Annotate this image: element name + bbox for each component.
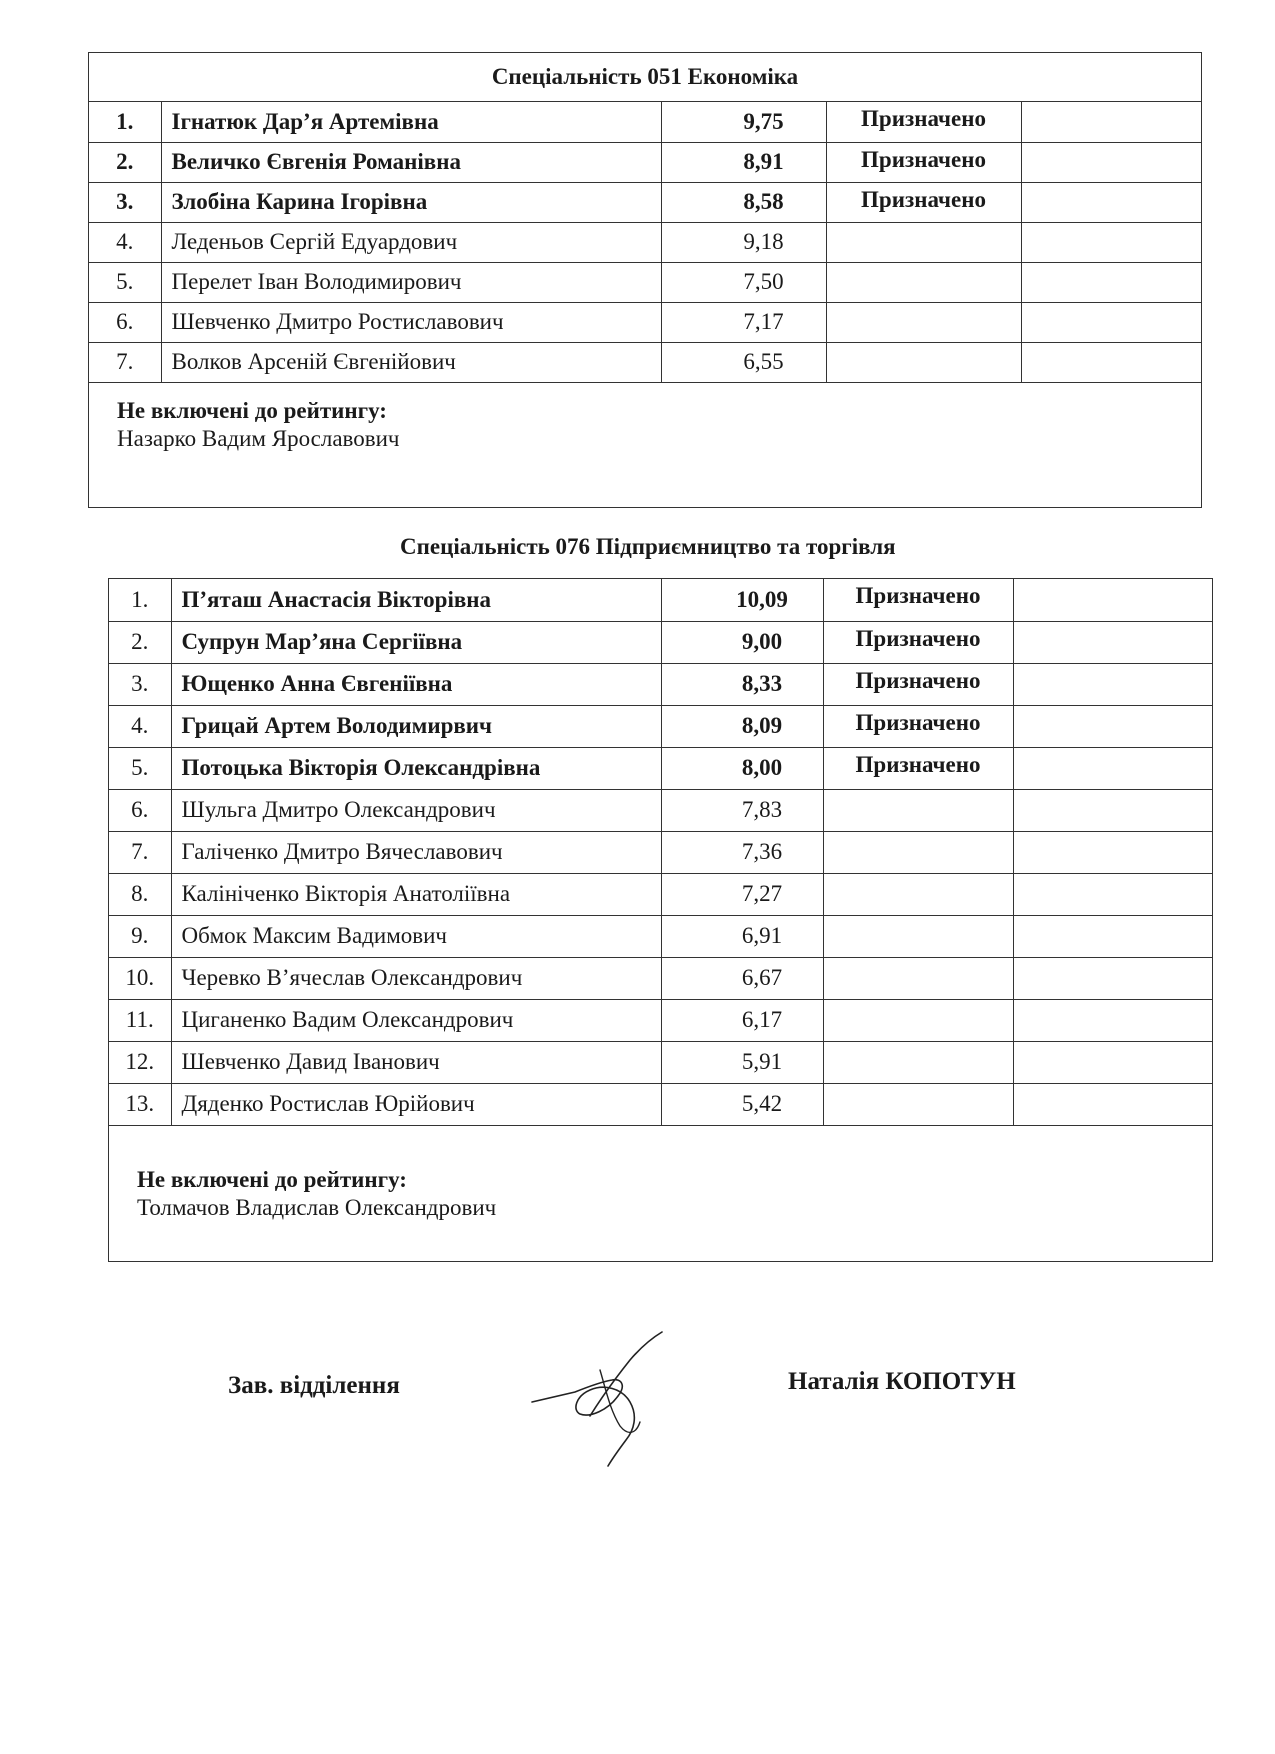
- student-name: Величко Євгенія Романівна: [161, 142, 661, 182]
- excluded-label: Не включені до рейтингу:: [137, 1166, 407, 1192]
- student-status: Призначено: [826, 182, 1021, 222]
- student-score: 9,75: [661, 102, 826, 142]
- student-status: Призначено: [823, 747, 1013, 789]
- row-number: 2.: [89, 142, 161, 182]
- table-row: [89, 302, 1201, 342]
- table-row: [109, 789, 1212, 831]
- student-score: 5,91: [661, 1041, 823, 1083]
- excluded-name: Толмачов Владислав Олександрович: [137, 1194, 497, 1220]
- student-name: Черевко В’ячеслав Олександрович: [171, 957, 661, 999]
- student-status: [823, 999, 1013, 1041]
- student-score: 7,50: [661, 262, 826, 302]
- handwritten-signature: [530, 1330, 680, 1480]
- student-status: [823, 831, 1013, 873]
- row-number: 10.: [109, 957, 171, 999]
- empty-cell: [1013, 915, 1212, 957]
- table-row: [109, 579, 1212, 621]
- excluded-label: Не включені до рейтингу:: [117, 397, 387, 423]
- empty-cell: [1021, 262, 1201, 302]
- economics-table: [89, 102, 1201, 383]
- row-number: 3.: [89, 182, 161, 222]
- student-name: Галіченко Дмитро Вячеславович: [171, 831, 661, 873]
- student-name: Леденьов Сергій Едуардович: [161, 222, 661, 262]
- entrepreneurship-excluded: [109, 1126, 1212, 1222]
- student-name: Грицай Артем Володимирвич: [171, 705, 661, 747]
- student-status: [826, 262, 1021, 302]
- student-status: Призначено: [826, 102, 1021, 142]
- student-score: 6,67: [661, 957, 823, 999]
- student-status: Призначено: [823, 705, 1013, 747]
- student-status: [823, 789, 1013, 831]
- row-number: 1.: [89, 102, 161, 142]
- entrepreneurship-table: [109, 579, 1212, 1126]
- student-score: 9,00: [661, 621, 823, 663]
- student-name: Шульга Дмитро Олександрович: [171, 789, 661, 831]
- student-score: 8,00: [661, 747, 823, 789]
- row-number: 13.: [109, 1083, 171, 1125]
- student-status: [826, 302, 1021, 342]
- row-number: 1.: [109, 579, 171, 621]
- row-number: 7.: [109, 831, 171, 873]
- empty-cell: [1021, 142, 1201, 182]
- student-name: Калініченко Вікторія Анатоліївна: [171, 873, 661, 915]
- signature-person: Наталія КОПОТУН: [788, 1368, 1016, 1395]
- empty-cell: [1013, 663, 1212, 705]
- student-name: П’яташ Анастасія Вікторівна: [171, 579, 661, 621]
- empty-cell: [1013, 873, 1212, 915]
- student-status: [823, 957, 1013, 999]
- table-row: [89, 342, 1201, 382]
- student-status: Призначено: [823, 579, 1013, 621]
- student-name: Волков Арсеній Євгенійович: [161, 342, 661, 382]
- student-name: Супрун Мар’яна Сергіївна: [171, 621, 661, 663]
- empty-cell: [1013, 1083, 1212, 1125]
- table-row: [109, 999, 1212, 1041]
- student-status: [823, 1083, 1013, 1125]
- table-row: [109, 621, 1212, 663]
- economics-title: Спеціальність 051 Економіка: [89, 53, 1201, 102]
- empty-cell: [1013, 705, 1212, 747]
- row-number: 6.: [89, 302, 161, 342]
- table-row: [109, 1041, 1212, 1083]
- empty-cell: [1013, 789, 1212, 831]
- empty-cell: [1021, 182, 1201, 222]
- table-row: [109, 873, 1212, 915]
- table-row: [89, 262, 1201, 302]
- student-status: [826, 222, 1021, 262]
- row-number: 3.: [109, 663, 171, 705]
- row-number: 5.: [109, 747, 171, 789]
- student-score: 8,91: [661, 142, 826, 182]
- student-status: [826, 342, 1021, 382]
- student-name: Ігнатюк Дар’я Артемівна: [161, 102, 661, 142]
- table-row: [89, 182, 1201, 222]
- row-number: 7.: [89, 342, 161, 382]
- table-row: [109, 1083, 1212, 1125]
- student-score: 6,91: [661, 915, 823, 957]
- signature-role: Зав. відділення: [228, 1372, 400, 1399]
- empty-cell: [1013, 831, 1212, 873]
- row-number: 12.: [109, 1041, 171, 1083]
- student-name: Перелет Іван Володимирович: [161, 262, 661, 302]
- student-name: Потоцька Вікторія Олександрівна: [171, 747, 661, 789]
- table-row: [109, 663, 1212, 705]
- row-number: 4.: [109, 705, 171, 747]
- row-number: 4.: [89, 222, 161, 262]
- entrepreneurship-title: Спеціальність 076 Підприємництво та торгівля: [400, 534, 896, 559]
- student-name: Ющенко Анна Євгеніївна: [171, 663, 661, 705]
- student-score: 6,17: [661, 999, 823, 1041]
- student-status: Призначено: [823, 621, 1013, 663]
- empty-cell: [1013, 999, 1212, 1041]
- row-number: 8.: [109, 873, 171, 915]
- student-name: Дяденко Ростислав Юрійович: [171, 1083, 661, 1125]
- student-score: 7,36: [661, 831, 823, 873]
- student-score: 7,17: [661, 302, 826, 342]
- empty-cell: [1021, 342, 1201, 382]
- student-score: 8,09: [661, 705, 823, 747]
- student-score: 8,58: [661, 182, 826, 222]
- student-score: 5,42: [661, 1083, 823, 1125]
- table-row: [109, 705, 1212, 747]
- empty-cell: [1013, 579, 1212, 621]
- student-score: 7,83: [661, 789, 823, 831]
- student-score: 7,27: [661, 873, 823, 915]
- student-score: 6,55: [661, 342, 826, 382]
- student-status: Призначено: [826, 142, 1021, 182]
- empty-cell: [1013, 621, 1212, 663]
- empty-cell: [1021, 222, 1201, 262]
- table-row: [109, 747, 1212, 789]
- table-row: [89, 102, 1201, 142]
- economics-excluded: [89, 383, 1201, 453]
- table-row: [89, 222, 1201, 262]
- economics-section: [88, 52, 1202, 508]
- student-score: 8,33: [661, 663, 823, 705]
- empty-cell: [1013, 1041, 1212, 1083]
- student-status: [823, 873, 1013, 915]
- student-name: Шевченко Дмитро Ростиславович: [161, 302, 661, 342]
- student-name: Обмок Максим Вадимович: [171, 915, 661, 957]
- table-row: [89, 142, 1201, 182]
- empty-cell: [1013, 747, 1212, 789]
- empty-cell: [1021, 102, 1201, 142]
- student-score: 10,09: [661, 579, 823, 621]
- row-number: 9.: [109, 915, 171, 957]
- row-number: 2.: [109, 621, 171, 663]
- row-number: 11.: [109, 999, 171, 1041]
- entrepreneurship-section: [108, 578, 1213, 1262]
- table-row: [109, 915, 1212, 957]
- empty-cell: [1021, 302, 1201, 342]
- empty-cell: [1013, 957, 1212, 999]
- student-name: Злобіна Карина Ігорівна: [161, 182, 661, 222]
- row-number: 5.: [89, 262, 161, 302]
- excluded-name: Назарко Вадим Ярославович: [117, 425, 400, 451]
- student-status: [823, 1041, 1013, 1083]
- student-status: Призначено: [823, 663, 1013, 705]
- student-name: Шевченко Давид Іванович: [171, 1041, 661, 1083]
- row-number: 6.: [109, 789, 171, 831]
- student-score: 9,18: [661, 222, 826, 262]
- student-name: Циганенко Вадим Олександрович: [171, 999, 661, 1041]
- table-row: [109, 957, 1212, 999]
- table-row: [109, 831, 1212, 873]
- student-status: [823, 915, 1013, 957]
